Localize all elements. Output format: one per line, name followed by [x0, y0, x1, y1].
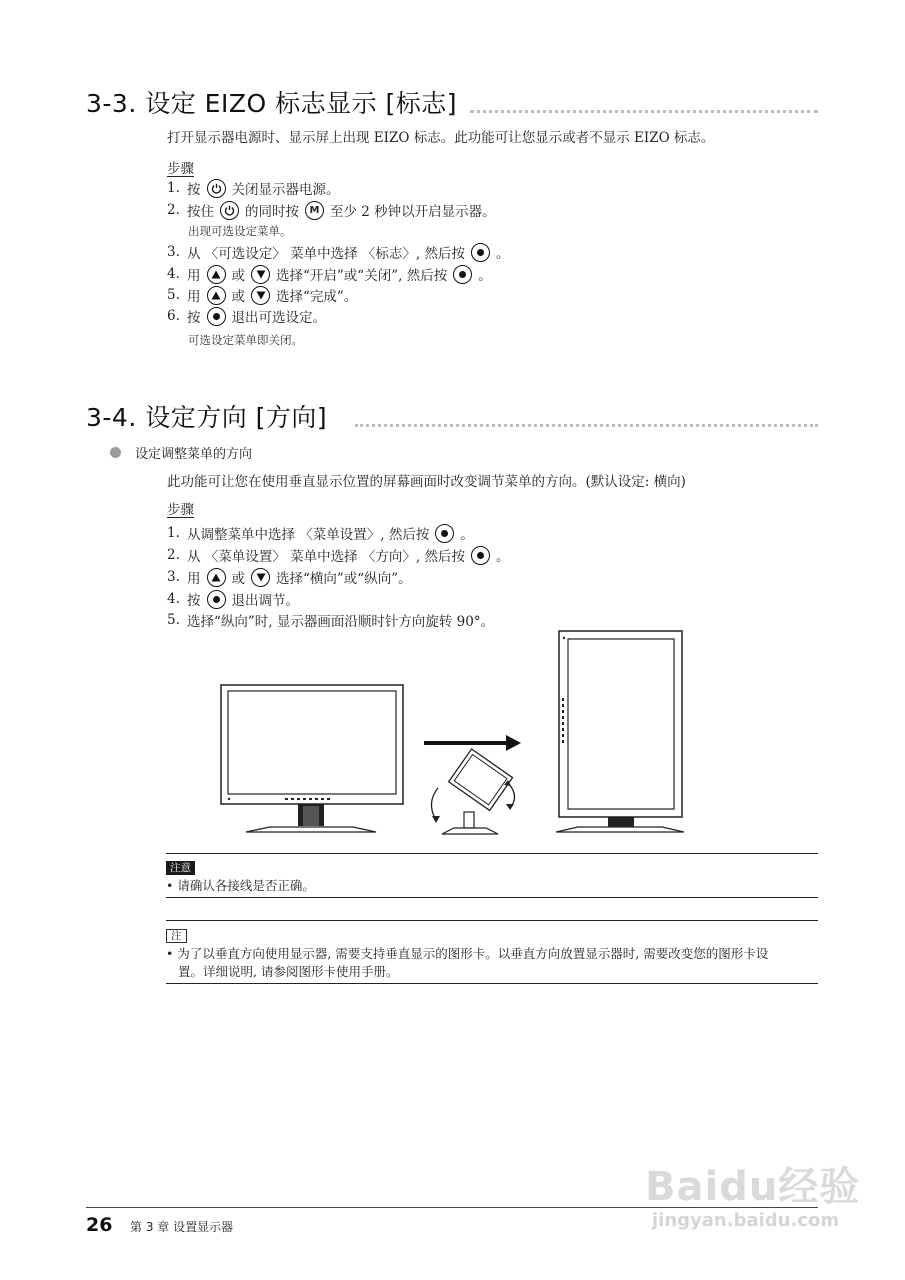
caution-box	[166, 853, 818, 898]
baidu-watermark-url: jingyan.baidu.com	[652, 1210, 840, 1231]
enter-dot-icon	[207, 307, 226, 326]
step-text: 退出可选设定。	[231, 310, 326, 326]
step-number: 3.	[167, 569, 180, 585]
chapter-label: 第 3 章 设置显示器	[130, 1220, 234, 1234]
section-title-logo: 3-3. 设定 EIZO 标志显示 [标志]	[86, 89, 458, 118]
step-text: 或	[231, 289, 245, 305]
mode-button-icon: M	[305, 201, 324, 220]
enter-dot-icon	[471, 546, 490, 565]
up-arrow-icon	[207, 286, 226, 305]
step-text: 用	[187, 268, 201, 284]
title-dotted-rule	[355, 424, 818, 427]
step-5	[167, 285, 357, 305]
step-text: 从 〈菜单设置〉 菜单中选择 〈方向〉, 然后按	[187, 549, 465, 565]
step-text: 用	[187, 571, 201, 587]
step-text: 。	[478, 268, 492, 284]
down-arrow-icon	[251, 568, 270, 587]
caution-tag: 注意	[166, 861, 195, 875]
step-text: 关闭显示器电源。	[231, 182, 340, 198]
bullet-icon	[110, 447, 121, 458]
section-title-orientation: 3-4. 设定方向 [方向]	[86, 403, 328, 432]
up-arrow-icon	[207, 568, 226, 587]
note-text-line-2: 置。详细说明, 请参阅图形卡使用手册。	[178, 964, 399, 979]
up-arrow-icon	[207, 265, 226, 284]
note-bottom-rule	[166, 983, 818, 984]
section2-intro: 此功能可让您在使用垂直显示位置的屏幕画面时改变调节菜单的方向。(默认设定: 横向)	[167, 474, 686, 490]
caution-text: • 请确认各接线是否正确。	[166, 878, 315, 893]
page-number: 26	[86, 1214, 113, 1236]
caution-top-rule	[166, 853, 818, 854]
footer-rule	[86, 1207, 818, 1208]
enter-dot-icon	[453, 265, 472, 284]
step-number: 3.	[167, 244, 180, 260]
step-number: 6.	[167, 308, 180, 324]
step-6-note: 可选设定菜单即关闭。	[188, 333, 303, 347]
enter-dot-icon	[207, 590, 226, 609]
step-text: 。	[495, 246, 510, 262]
step-text: 按	[187, 593, 201, 609]
step-text: 至少 2 秒钟以开启显示器。	[330, 204, 496, 220]
note-box	[166, 920, 818, 984]
step-3	[167, 567, 412, 587]
note-text-line-1: • 为了以垂直方向使用显示器, 需要支持垂直显示的图形卡。以垂直方向放置显示器时, 需要改变您的图形卡设	[166, 946, 769, 961]
steps-heading: 步骤	[167, 502, 194, 518]
step-text: 。	[460, 527, 474, 543]
down-arrow-icon	[251, 286, 270, 305]
step-text: 的同时按	[245, 204, 299, 220]
step-text: 。	[495, 549, 510, 565]
rotating-monitor	[431, 749, 514, 834]
step-text: 选择“横向”或“纵向”。	[276, 571, 412, 587]
step-text: 或	[231, 268, 245, 284]
step-number: 4.	[167, 591, 180, 607]
down-arrow-icon	[251, 265, 270, 284]
subsection-title: 设定调整菜单的方向	[135, 447, 253, 462]
enter-dot-icon	[435, 524, 454, 543]
step-4	[167, 264, 492, 284]
step-number: 2.	[167, 547, 180, 563]
steps-heading: 步骤	[167, 161, 194, 177]
caution-bottom-rule	[166, 897, 818, 898]
step-text: 从 〈可选设定〉 菜单中选择 〈标志〉, 然后按	[187, 246, 465, 262]
step-number: 1.	[167, 180, 180, 196]
section1-intro: 打开显示器电源时、显示屏上出现 EIZO 标志。此功能可让您显示或者不显示 EIZO 标志。	[167, 130, 715, 146]
right-arrow-icon	[424, 735, 521, 751]
step-3	[167, 242, 509, 262]
step-4	[167, 589, 299, 609]
step-2	[167, 545, 509, 565]
note-top-rule	[166, 920, 818, 921]
monitor-rotation-illustration	[210, 628, 690, 838]
subsection-heading	[110, 443, 252, 462]
landscape-monitor	[221, 685, 403, 832]
title-dotted-rule	[470, 110, 818, 113]
baidu-watermark-logo: Baidu经验	[645, 1164, 861, 1210]
step-text: 选择“完成”。	[276, 289, 358, 305]
step-number: 5.	[167, 287, 180, 303]
step-2-note: 出现可选设定菜单。	[188, 224, 292, 238]
portrait-monitor	[556, 631, 684, 832]
step-text: 按住	[187, 204, 214, 220]
step-text: 选择“开启”或“关闭”, 然后按	[276, 268, 448, 284]
power-icon	[207, 179, 226, 198]
step-text: 选择“纵向”时, 显示器画面沿顺时针方向旋转 90°。	[187, 614, 495, 630]
step-text: 按	[187, 182, 201, 198]
step-number: 4.	[167, 266, 180, 282]
step-number: 2.	[167, 202, 180, 218]
step-text: 退出调节。	[231, 593, 299, 609]
step-text: 从调整菜单中选择 〈菜单设置〉, 然后按	[187, 527, 430, 543]
note-tag: 注	[166, 929, 187, 943]
power-icon	[220, 201, 239, 220]
enter-dot-icon	[471, 243, 490, 262]
step-text: 按	[187, 310, 201, 326]
step-1	[167, 178, 340, 198]
step-6	[167, 306, 326, 326]
step-text: 或	[231, 571, 245, 587]
step-number: 5.	[167, 612, 180, 628]
step-number: 1.	[167, 525, 180, 541]
step-text: 用	[187, 289, 201, 305]
step-2	[167, 200, 496, 220]
step-5	[167, 610, 494, 630]
step-1	[167, 523, 474, 543]
